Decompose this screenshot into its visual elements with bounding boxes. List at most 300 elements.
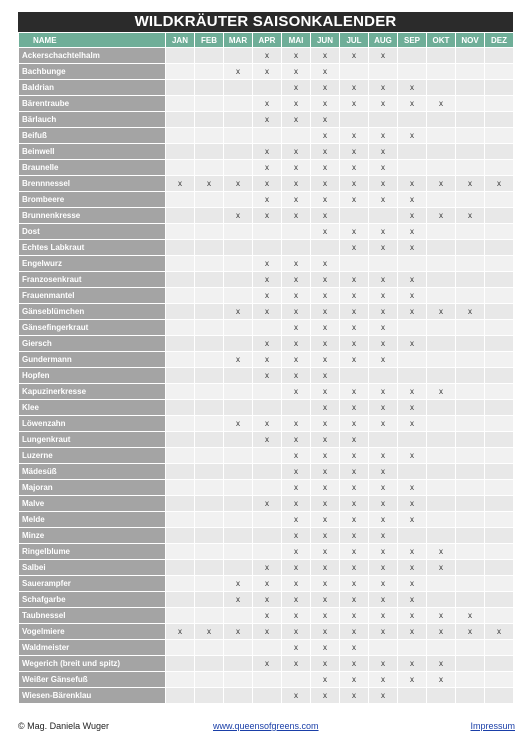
season-cell: x <box>340 432 369 448</box>
season-cell: x <box>253 112 282 128</box>
season-cell: x <box>340 304 369 320</box>
season-cell <box>224 608 253 624</box>
season-cell <box>485 464 514 480</box>
season-cell: x <box>311 512 340 528</box>
season-cell <box>398 144 427 160</box>
season-cell <box>195 688 224 704</box>
season-cell <box>485 656 514 672</box>
table-row <box>19 240 514 256</box>
season-cell <box>253 640 282 656</box>
website-link[interactable]: www.queensofgreens.com <box>213 721 319 731</box>
season-cell <box>224 96 253 112</box>
season-cell: x <box>311 352 340 368</box>
season-cell <box>485 320 514 336</box>
herb-name: Brennnessel <box>19 176 166 192</box>
season-cell: x <box>398 288 427 304</box>
season-cell: x <box>340 560 369 576</box>
herb-name: Franzosenkraut <box>19 272 166 288</box>
season-cell: x <box>369 288 398 304</box>
season-cell <box>485 544 514 560</box>
season-cell: x <box>456 208 485 224</box>
season-cell: x <box>311 656 340 672</box>
season-cell: x <box>340 416 369 432</box>
column-header-month: JUL <box>340 33 369 48</box>
season-cell <box>427 368 456 384</box>
season-cell <box>427 480 456 496</box>
season-cell: x <box>398 576 427 592</box>
season-cell: x <box>224 592 253 608</box>
table-row <box>19 656 514 672</box>
season-cell <box>485 64 514 80</box>
season-cell <box>166 320 195 336</box>
season-cell: x <box>340 240 369 256</box>
season-cell: x <box>311 80 340 96</box>
herb-name: Waldmeister <box>19 640 166 656</box>
season-cell <box>485 160 514 176</box>
season-cell <box>427 272 456 288</box>
season-cell: x <box>253 432 282 448</box>
herb-name: Luzerne <box>19 448 166 464</box>
season-cell: x <box>224 304 253 320</box>
season-cell <box>166 640 195 656</box>
season-cell: x <box>369 128 398 144</box>
herb-name: Lungenkraut <box>19 432 166 448</box>
season-cell: x <box>311 560 340 576</box>
herb-name: Braunelle <box>19 160 166 176</box>
season-cell <box>427 592 456 608</box>
imprint-link[interactable]: Impressum <box>470 721 515 731</box>
season-cell <box>224 256 253 272</box>
season-cell: x <box>340 128 369 144</box>
season-cell <box>224 48 253 64</box>
season-cell <box>166 672 195 688</box>
herb-name: Bärlauch <box>19 112 166 128</box>
season-cell <box>166 528 195 544</box>
season-cell: x <box>195 176 224 192</box>
season-cell: x <box>282 208 311 224</box>
season-cell: x <box>282 64 311 80</box>
season-cell: x <box>311 608 340 624</box>
season-cell <box>369 432 398 448</box>
herb-name: Brombeere <box>19 192 166 208</box>
season-cell: x <box>282 480 311 496</box>
herb-name: Echtes Labkraut <box>19 240 166 256</box>
season-cell <box>166 96 195 112</box>
season-cell <box>253 80 282 96</box>
season-cell: x <box>282 608 311 624</box>
season-cell: x <box>253 368 282 384</box>
season-cell: x <box>253 496 282 512</box>
season-cell: x <box>282 320 311 336</box>
season-cell <box>398 368 427 384</box>
season-cell <box>195 512 224 528</box>
season-cell: x <box>282 112 311 128</box>
season-cell <box>485 288 514 304</box>
season-cell: x <box>224 416 253 432</box>
herb-name: Bärentraube <box>19 96 166 112</box>
season-cell <box>195 496 224 512</box>
season-cell <box>166 480 195 496</box>
season-cell <box>456 656 485 672</box>
season-cell: x <box>369 352 398 368</box>
table-row <box>19 400 514 416</box>
herb-name: Hopfen <box>19 368 166 384</box>
herb-name: Beinwell <box>19 144 166 160</box>
season-cell <box>369 112 398 128</box>
season-cell <box>224 144 253 160</box>
season-cell: x <box>282 384 311 400</box>
season-cell: x <box>253 272 282 288</box>
table-body <box>19 48 514 704</box>
season-cell: x <box>224 208 253 224</box>
season-cell: x <box>311 112 340 128</box>
season-cell <box>166 160 195 176</box>
season-cell: x <box>311 416 340 432</box>
table-row <box>19 592 514 608</box>
season-cell: x <box>311 48 340 64</box>
season-cell: x <box>427 672 456 688</box>
season-cell: x <box>340 80 369 96</box>
season-cell <box>427 64 456 80</box>
season-cell <box>195 368 224 384</box>
herb-name: Wiesen-Bärenklau <box>19 688 166 704</box>
season-cell <box>195 128 224 144</box>
season-cell <box>224 544 253 560</box>
season-cell <box>195 464 224 480</box>
season-cell <box>456 160 485 176</box>
season-cell <box>398 48 427 64</box>
season-cell <box>224 384 253 400</box>
season-cell: x <box>340 608 369 624</box>
season-cell: x <box>311 288 340 304</box>
season-cell <box>166 144 195 160</box>
season-cell: x <box>253 288 282 304</box>
table-row <box>19 368 514 384</box>
season-cell <box>253 448 282 464</box>
season-cell: x <box>369 544 398 560</box>
season-cell <box>195 544 224 560</box>
column-header-month: APR <box>253 33 282 48</box>
season-cell <box>427 688 456 704</box>
season-cell <box>224 496 253 512</box>
season-cell <box>456 240 485 256</box>
season-cell <box>427 240 456 256</box>
season-cell <box>456 416 485 432</box>
table-row <box>19 224 514 240</box>
table-row <box>19 448 514 464</box>
season-cell: x <box>340 528 369 544</box>
season-cell: x <box>282 368 311 384</box>
season-cell <box>166 224 195 240</box>
season-cell: x <box>311 400 340 416</box>
footer <box>18 721 515 733</box>
season-cell: x <box>282 512 311 528</box>
season-cell <box>282 400 311 416</box>
season-cell: x <box>282 592 311 608</box>
season-cell: x <box>282 336 311 352</box>
season-cell: x <box>398 512 427 528</box>
season-cell: x <box>311 368 340 384</box>
season-cell: x <box>282 80 311 96</box>
season-cell: x <box>398 96 427 112</box>
table-row <box>19 640 514 656</box>
season-cell <box>224 656 253 672</box>
season-cell <box>427 288 456 304</box>
herb-name: Wegerich (breit und spitz) <box>19 656 166 672</box>
table-row <box>19 112 514 128</box>
season-cell: x <box>340 688 369 704</box>
season-cell: x <box>340 672 369 688</box>
column-header-month: DEZ <box>485 33 514 48</box>
season-cell <box>427 48 456 64</box>
season-cell: x <box>282 288 311 304</box>
season-cell <box>166 592 195 608</box>
season-cell <box>253 528 282 544</box>
season-cell: x <box>282 48 311 64</box>
season-cell <box>282 240 311 256</box>
season-cell: x <box>340 512 369 528</box>
season-cell <box>340 256 369 272</box>
herb-name: Weißer Gänsefuß <box>19 672 166 688</box>
season-cell <box>195 160 224 176</box>
season-cell: x <box>282 624 311 640</box>
season-cell <box>253 672 282 688</box>
season-cell <box>485 304 514 320</box>
season-cell <box>166 448 195 464</box>
table-row <box>19 512 514 528</box>
season-cell: x <box>340 352 369 368</box>
season-cell: x <box>369 592 398 608</box>
season-cell: x <box>282 192 311 208</box>
season-cell: x <box>369 656 398 672</box>
season-cell <box>195 416 224 432</box>
season-cell: x <box>311 384 340 400</box>
season-cell <box>485 48 514 64</box>
herb-name: Majoran <box>19 480 166 496</box>
season-cell: x <box>253 96 282 112</box>
herb-name: Kapuzinerkresse <box>19 384 166 400</box>
season-cell <box>456 432 485 448</box>
season-cell: x <box>369 96 398 112</box>
season-cell: x <box>369 336 398 352</box>
season-cell <box>166 352 195 368</box>
season-cell <box>166 304 195 320</box>
season-cell: x <box>369 160 398 176</box>
season-cell: x <box>340 336 369 352</box>
season-cell <box>485 496 514 512</box>
copyright-text: © Mag. Daniela Wuger <box>18 721 110 731</box>
season-cell <box>398 528 427 544</box>
season-cell: x <box>340 400 369 416</box>
season-cell <box>224 528 253 544</box>
season-cell <box>340 112 369 128</box>
herb-name: Giersch <box>19 336 166 352</box>
season-cell <box>166 272 195 288</box>
season-cell: x <box>398 304 427 320</box>
table-row <box>19 576 514 592</box>
season-cell: x <box>369 496 398 512</box>
season-cell <box>224 640 253 656</box>
season-cell <box>195 272 224 288</box>
season-cell: x <box>456 608 485 624</box>
season-cell: x <box>340 592 369 608</box>
herb-name: Frauenmantel <box>19 288 166 304</box>
season-cell <box>224 672 253 688</box>
table-row <box>19 560 514 576</box>
season-cell <box>166 560 195 576</box>
season-cell: x <box>369 384 398 400</box>
season-cell <box>166 432 195 448</box>
season-cell <box>456 128 485 144</box>
season-cell: x <box>398 208 427 224</box>
season-cell: x <box>340 144 369 160</box>
season-cell <box>224 224 253 240</box>
season-cell <box>195 208 224 224</box>
season-cell <box>398 688 427 704</box>
season-cell <box>253 240 282 256</box>
season-cell <box>195 640 224 656</box>
season-cell <box>456 224 485 240</box>
season-cell <box>456 288 485 304</box>
season-cell: x <box>282 176 311 192</box>
table-row <box>19 496 514 512</box>
season-cell <box>369 640 398 656</box>
season-cell <box>456 64 485 80</box>
season-cell <box>166 384 195 400</box>
season-cell: x <box>311 672 340 688</box>
season-cell <box>427 160 456 176</box>
season-cell <box>166 128 195 144</box>
season-cell: x <box>398 544 427 560</box>
season-cell <box>485 688 514 704</box>
table-row <box>19 624 514 640</box>
season-cell: x <box>398 656 427 672</box>
season-cell <box>398 464 427 480</box>
table-row <box>19 64 514 80</box>
season-cell <box>485 592 514 608</box>
season-cell <box>166 288 195 304</box>
season-cell <box>340 368 369 384</box>
table-row <box>19 80 514 96</box>
season-cell: x <box>427 176 456 192</box>
season-cell: x <box>253 656 282 672</box>
season-cell: x <box>427 96 456 112</box>
season-cell <box>485 672 514 688</box>
season-cell <box>224 400 253 416</box>
season-cell: x <box>253 48 282 64</box>
season-cell <box>427 112 456 128</box>
season-cell <box>485 368 514 384</box>
herb-name: Gundermann <box>19 352 166 368</box>
season-cell <box>485 224 514 240</box>
table-row <box>19 256 514 272</box>
season-cell: x <box>398 448 427 464</box>
season-cell <box>456 560 485 576</box>
season-cell <box>427 640 456 656</box>
season-cell <box>166 368 195 384</box>
season-cell: x <box>253 336 282 352</box>
season-cell <box>224 80 253 96</box>
season-cell: x <box>369 416 398 432</box>
season-cell <box>485 528 514 544</box>
table-row <box>19 48 514 64</box>
season-cell: x <box>224 176 253 192</box>
season-cell <box>166 608 195 624</box>
season-cell <box>427 464 456 480</box>
season-cell <box>195 240 224 256</box>
season-cell <box>224 432 253 448</box>
herb-name: Mädesüß <box>19 464 166 480</box>
column-header-name: NAME <box>19 33 166 48</box>
season-cell <box>485 144 514 160</box>
season-cell: x <box>166 176 195 192</box>
season-cell: x <box>282 160 311 176</box>
season-cell <box>456 80 485 96</box>
season-cell: x <box>282 432 311 448</box>
herb-name: Gänsefingerkraut <box>19 320 166 336</box>
season-cell <box>195 144 224 160</box>
season-cell: x <box>282 464 311 480</box>
season-cell <box>195 112 224 128</box>
season-cell <box>485 112 514 128</box>
season-cell: x <box>369 512 398 528</box>
season-cell <box>398 112 427 128</box>
season-cell <box>195 80 224 96</box>
season-cell <box>224 480 253 496</box>
season-cell <box>340 64 369 80</box>
table-row <box>19 608 514 624</box>
herb-name: Beifuß <box>19 128 166 144</box>
season-cell: x <box>427 656 456 672</box>
season-cell <box>195 304 224 320</box>
season-cell: x <box>398 592 427 608</box>
season-cell <box>485 400 514 416</box>
season-cell <box>195 48 224 64</box>
table-row <box>19 192 514 208</box>
season-cell <box>195 64 224 80</box>
table-row <box>19 96 514 112</box>
season-cell: x <box>398 176 427 192</box>
column-header-month: FEB <box>195 33 224 48</box>
season-cell <box>340 208 369 224</box>
season-cell <box>166 80 195 96</box>
season-cell <box>253 400 282 416</box>
season-cell: x <box>369 48 398 64</box>
season-cell: x <box>224 576 253 592</box>
season-cell <box>456 640 485 656</box>
season-cell: x <box>369 272 398 288</box>
season-cell <box>224 128 253 144</box>
season-cell: x <box>253 192 282 208</box>
herb-name: Minze <box>19 528 166 544</box>
season-cell <box>485 448 514 464</box>
season-cell <box>282 672 311 688</box>
season-cell: x <box>253 176 282 192</box>
season-cell <box>195 480 224 496</box>
season-cell: x <box>340 288 369 304</box>
season-cell <box>195 656 224 672</box>
column-header-month: SEP <box>398 33 427 48</box>
season-cell: x <box>311 256 340 272</box>
season-cell <box>166 192 195 208</box>
season-cell: x <box>369 176 398 192</box>
season-cell: x <box>369 400 398 416</box>
season-cell: x <box>369 448 398 464</box>
season-cell: x <box>340 272 369 288</box>
table-row <box>19 272 514 288</box>
season-cell <box>195 608 224 624</box>
season-cell <box>166 688 195 704</box>
